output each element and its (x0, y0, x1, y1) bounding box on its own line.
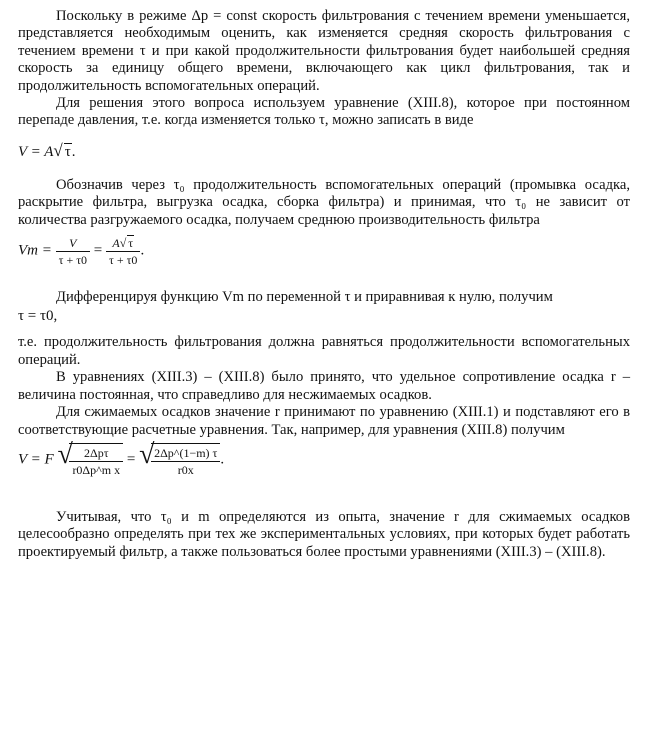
formula-lhs: Vm = (18, 242, 52, 259)
numerator-coef: A (112, 236, 120, 251)
numerator: V (69, 235, 77, 250)
equals-sign: = (93, 242, 103, 259)
formula-radicand: τ (64, 143, 71, 160)
paragraph: т.е. продолжительность фильтрования должна равняться продолжительности вспомогательных операций. (18, 334, 630, 368)
square-root: √ $\frac{2\Delta p\^{}(1-m) \tau}{r0x}$ (139, 443, 220, 477)
paragraph: Учитывая, что τ₀ и m определяются из опыта, значение r для сжимаемых осадков целесообразно определять при тех же экспериментальных условиях, при которых будет работать проектируемый фильтр, а также пользоваться более простыми уравнениями (XIII.3) – (XIII.8). (18, 508, 630, 560)
denominator: τ + τ0 (109, 253, 138, 268)
paragraph: Обозначив через τ₀ продолжительность вспомогательных операций (промывка осадка, раскрытие фильтра, выгрузка осадка, сборка фильтра) и принимая, что τ₀ не зависит от количества разгружаемого осадка, получаем среднюю производительность фильтра (18, 176, 630, 228)
formula-text: τ = τ0, (18, 308, 58, 325)
formula-compressible-volume (18, 439, 630, 509)
paragraph: В уравнениях (XIII.3) – (XIII.8) было принято, что удельное сопротивление осадка r – величина постоянная, что справедливо для несжимаемых осадков. (18, 369, 630, 403)
numerator: 2Δpτ (69, 446, 123, 462)
numerator: 2Δp^(1−m) τ (151, 446, 220, 462)
paragraph: Поскольку в режиме Δp = const скорость фильтрования с течением времени уменьшается, представляется необходимым оценить, как изменяется средняя скорость фильтрования с течением времени τ и при какой продолжительности фильтрования будет наибольшей средняя скорость за единицу общего времени, включающего как цикл фильтрования, так и продолжительность вспомогательных операций. (18, 8, 630, 94)
denominator: r0x (177, 462, 194, 477)
equals-sign: = (126, 451, 136, 468)
paragraph: Для решения этого вопроса используем уравнение (XIII.8), которое при постоянном перепаде давления, т.е. когда изменяется только τ, можно записать в виде (18, 95, 630, 129)
formula-average-productivity (18, 229, 630, 289)
formula-end: . (220, 451, 225, 468)
fraction: $\frac{A√ \tau}{\tau + \tau 0}$ (106, 235, 140, 267)
fraction (69, 446, 123, 477)
formula-end: . (140, 242, 145, 259)
paragraph: Дифференцируя функцию Vm по переменной τ и приравнивая к нулю, получим (56, 289, 553, 306)
paragraph: Для сжимаемых осадков значение r принимают по уравнению (XIII.1) и подставляют его в соответствующие расчетные уравнения. Так, например, для уравнения (XIII.8) получим (18, 404, 630, 438)
denominator: r0Δp^m x (72, 462, 121, 477)
formula-lhs: V = A (18, 143, 54, 160)
square-root: √ $\frac{\text{2Δpτ}}{\text{r0Δp\textasciicircum{}m x}}$ (57, 443, 123, 477)
fraction (151, 446, 220, 477)
formula-lhs: V = F (18, 451, 54, 468)
formula-v-equals-a-sqrt-tau: V = A√ τ. (18, 140, 76, 160)
numerator-radicand: τ (128, 236, 134, 251)
document-page (18, 8, 630, 561)
denominator: τ + τ0 (58, 252, 88, 267)
formula-end: . (71, 143, 76, 160)
fraction (56, 236, 90, 267)
formula-tau-equals-tau0 (18, 306, 630, 334)
